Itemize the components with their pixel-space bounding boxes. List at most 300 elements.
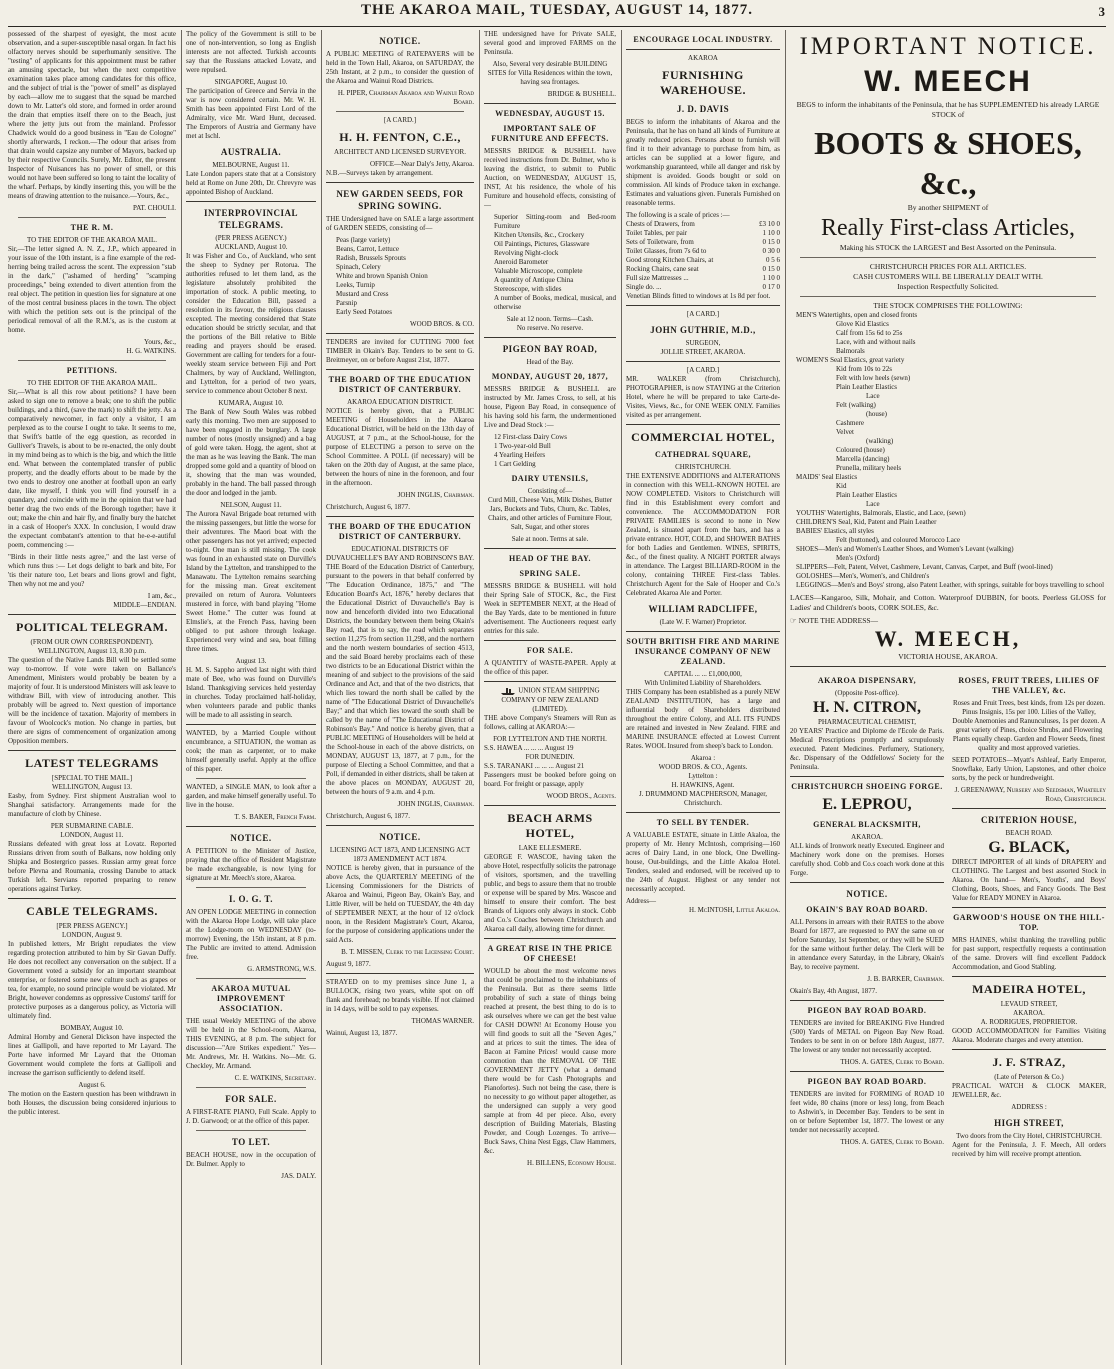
stock-heading: THE STOCK COMPRISES THE FOLLOWING: <box>873 301 1023 310</box>
advert-text: PRACTICAL WATCH & CLOCK MAKER, JEWELLER, &c. <box>952 1082 1106 1099</box>
section-heading: TO LET. <box>231 1137 271 1147</box>
subheading: LAKE ELLESMERE. <box>518 844 582 852</box>
dateline: AUCKLAND, August 10. <box>214 243 288 251</box>
advert-text: A PUBLIC MEETING of RATEPAYERS will be held in the Town Hall, Akaroa, on SATURDAY, the 25th Instant, at 2 p.m., to consider the question of the Akaroa and Wainui Road Districts. <box>326 50 474 85</box>
divider <box>790 882 944 883</box>
advert-signature: BRIDGE & BUSHELL. <box>547 90 616 98</box>
price-row <box>626 238 780 247</box>
divider <box>8 750 176 751</box>
advert-signature: WOOD BROS., Agents. <box>546 792 616 800</box>
agent-name: WOOD BROS. & CO., Agents. <box>658 763 748 771</box>
letter-signature: MIDDLE—ENDIAN. <box>113 601 176 609</box>
section-heading: THE R. M. <box>70 223 114 232</box>
advert-text: Passengers must be booked before going on board. For freight or passage, apply <box>484 771 616 788</box>
telegram-text: The Aurora Naval Brigade boat returned with the missing passengers, but little the worse for their adventures. The Maori boat with the other passengers has not yet arrived; expected to-night. One man is still missing. The cook was found in an exhausted state on Durville's Island by the Lyttelton, and transhipped to the Manawatu. The Lyttelton remains searching for the missing man. Great excitement prevailed on return of Aurora. Volunteers mustered in force, with band playing "Home Sweet Home." The cutter was found at Elmslie's, at the French Pass, having been obliged to put ashore through leakage. Experienced very wind and sea, boat filling three times. <box>186 510 316 653</box>
price-item: Single do. ... <box>626 283 662 291</box>
list-item: Valuable Microscope, complete <box>494 267 583 275</box>
subheading: GENERAL BLACKSMITH, <box>813 820 921 829</box>
divider <box>484 103 616 104</box>
divider <box>790 776 944 777</box>
subheading: AKAROA EDUCATION DISTRICT. <box>347 398 453 406</box>
divider <box>196 1087 306 1088</box>
divider <box>336 111 464 112</box>
telegram-text: The participation of Greece and Servia in the war is now considered certain. Mr. W. H. Smith has been appointed First Lord of the Admiralty, vice Mr. Ward Hunt, deceased. The Emperors of Austria and Germany have met at Ischl. <box>186 87 316 140</box>
dateline: LONDON, August 11. <box>60 831 124 839</box>
advert-text: ALL Persons in arrears with their RATES to the above Board for 1877, are requested to PAY the same on or before Saturday, 1st September, or they will be SUED for the same without further delay. The Clerk will be in attendance every Saturday, in the Library, Okain's Bay, to receive payment. <box>790 918 944 971</box>
advert-signature: JOHN INGLIS, Chairman. <box>397 800 474 808</box>
stock-item: Cashmere <box>836 419 864 427</box>
advert-signature: THOS. A. GATES, Clerk to Board. <box>840 1138 944 1146</box>
list-item: Aneroid Barometer <box>494 258 549 266</box>
letter-signature: H. G. WATKINS. <box>126 347 176 355</box>
section-heading: FOR SALE. <box>225 1094 277 1104</box>
byline: (PER PRESS AGENCY.) <box>215 234 287 242</box>
telegram-text: Late London papers state that at a Consistory held at Rome on June 20th, Dr. Chrevyre was appointed Bishop of Auckland. <box>186 170 316 196</box>
advert-text: A VALUABLE ESTATE, situate in Little Akaloa, the property of Mr. Henry McIntosh, comprising—160 acres of Dairy Land, in one block, One Dwelling-house, Out-buildings, and the Little Akaloa Hotel. Tenders, sealed and endorsed, will be received up to the 24th of August. Highest or any tender not necessarily accepted. <box>626 831 780 893</box>
section-heading: SOUTH BRITISH FIRE AND MARINE INSURANCE COMPANY OF NEW ZEALAND. <box>626 637 780 666</box>
sale-terms: Sale at 12 noon. Terms—Cash. <box>506 315 594 323</box>
section-heading: THE BOARD OF THE EDUCATION DISTRICT OF CANTERBURY. <box>328 375 472 394</box>
list-item: Mustard and Cress <box>336 290 389 298</box>
advert-signature: T. S. BAKER, French Farm. <box>234 813 316 821</box>
list-item: 1 Two-year-old Bull <box>494 442 551 450</box>
letter-addressee: TO THE EDITOR OF THE AKAROA MAIL. <box>27 236 157 244</box>
section-heading: POLITICAL TELEGRAM. <box>16 620 168 634</box>
section-heading: THE BOARD OF THE EDUCATION DISTRICT OF CANTERBURY. <box>328 522 472 541</box>
agent-location: Akaroa : <box>690 754 716 762</box>
divider <box>196 978 306 979</box>
advertiser-name: JOHN GUTHRIE, M.D., <box>650 325 756 335</box>
divider <box>484 681 616 682</box>
section-heading: HEAD OF THE BAY. <box>508 554 592 563</box>
page-number: 3 <box>1098 4 1106 19</box>
sale-terms: No reserve. No reserve. <box>516 324 584 332</box>
byline: [SPECIAL TO THE MAIL.] <box>51 774 133 782</box>
subheading: LICENSING ACT 1873, AND LICENSING ACT 1873 AMENDMENT ACT 1874. <box>329 846 471 863</box>
advert-text: A FIRST-RATE PIANO, Full Scale. Apply to J. D. Garwood; or at the office of this paper. <box>186 1108 316 1125</box>
advert-date: Okain's Bay, 4th August, 1877. <box>790 987 877 995</box>
dateline: WELLINGTON, August 13, 8.30 p.m. <box>37 647 147 655</box>
section-heading: PIGEON BAY ROAD, <box>502 344 598 354</box>
telegram-text: The question of the Native Lands Bill will be settled some way to-morrow. If vote were taken on Ballance's Amendment, Ministers would probably be beaten by a majority of four. It is understood Ministers will ask leave to withdraw Bill, with view of introducing another. This probably will be agreed to. Next question of importance will be the incidence of taxation. Majority of members in favour of Woolcock's motion. No change in parties, but there are signs of commencement of organization among Opposition members. <box>8 656 176 745</box>
price-row <box>626 265 780 274</box>
advert-text: THE Undersigned have on SALE a large assortment of GARDEN SEEDS, consisting of— <box>326 215 474 232</box>
divider <box>800 296 1096 297</box>
list-item: Early Seed Potatoes <box>336 308 392 316</box>
advert-text: Venetian Blinds fitted to windows at 1s 8d per foot. <box>626 292 771 300</box>
byline: [PER PRESS AGENCY.] <box>56 922 128 930</box>
advertiser-name: J. D. DAVIS <box>676 104 730 114</box>
advert-text: THIS Company has been established as a purely NEW ZEALAND INSTITUTION, has a large and influential body of Shareholders distributed throughout the entire Colony, and ALL ITS FUNDS are retained and invested in New Zealand. FIRE and MARINE INSURANCE effected at Lowest Current Rates. WOOL Insured from sheep's back to London. <box>626 688 780 750</box>
section-heading: PETITIONS. <box>66 366 118 375</box>
divider <box>800 257 1096 258</box>
section-heading: AUSTRALIA. <box>220 147 282 157</box>
meech-boots: BOOTS & SHOES, &c., <box>814 125 1082 201</box>
price-item: Rocking Chairs, cane seat <box>626 265 699 273</box>
advert-signature: (Late W. F. Warner) Proprietor. <box>659 618 747 626</box>
dateline: August 13. <box>235 657 267 665</box>
meech-making: Making his STOCK the LARGEST and Best Assorted on the Peninsula. <box>839 243 1057 252</box>
advert-text: MR. WALKER (from Christchurch), PHOTOGRAPHER, is now STAYING at the Criterion Hotel, where he will be prepared to take Carte-de-Visites, Views, &c., for ONE WEEK ONLY. Families visited as per arrangement. <box>626 375 780 419</box>
meech-prices: CHRISTCHURCH PRICES FOR ALL ARTICLES. <box>869 262 1027 271</box>
column-rule <box>621 30 622 1365</box>
divider <box>196 778 306 779</box>
telegram-text: Russians defeated with great loss at Lovatz. Reported Russians driven from south of Balkans, now holding only Shipka and Bostergrico passes. Russian army great force before Plevna and Roumania, crossing Danube to attack Turkish left. Servians reported preparing to renew operations against Turkey. <box>8 840 176 893</box>
stock-list <box>790 311 1106 590</box>
section-heading: NOTICE. <box>379 36 421 46</box>
divider <box>626 812 780 813</box>
advert-text: MESSRS BRIDGE & BUSHELL have received instructions from Dr. Bulmer, who is leaving the district, to submit to Public Auction, on WEDNESDAY, AUGUST 15, INST, At his residence, the whole of his Furniture and household effects, consisting of— <box>484 147 616 209</box>
price-value: 0 15 0 <box>762 265 780 273</box>
divider <box>196 887 306 888</box>
advert-text: SEED POTATOES—Myatt's Ashleaf, Early Emperor, Snowflake, Early Union, Lapstones, and other choice sorts, by the peck or hundredweight. <box>952 756 1106 782</box>
price-row <box>626 256 780 265</box>
advertiser-name: H. H. FENTON, C.E., <box>339 130 461 144</box>
divider <box>326 369 474 370</box>
dateline: MELBOURNE, August 11. <box>212 161 290 169</box>
section-heading: FOR SALE. <box>526 646 574 655</box>
subheading: PHARMACEUTICAL CHEMIST, <box>817 718 916 726</box>
advert-address: Two doors from the City Hotel, CHRISTCHURCH. <box>956 1132 1102 1140</box>
dateline: KUMARA, August 10. <box>218 399 284 407</box>
list-item: 1 Cart Gelding <box>494 460 536 468</box>
column-4 <box>484 30 616 1365</box>
divider <box>196 1130 306 1131</box>
advert-text: TENDERS are invited for BREAKING Five Hundred (500) Yards of METAL on Pigeon Bay New Road. Tenders to be sent in on or before 18th August, 1877. The lowest or any tender not necessarily accepted. <box>790 1019 944 1054</box>
column-1 <box>8 30 176 1365</box>
stock-item: SHOES—Men's and Women's Leather Shoes, and Women's Levant (walking) <box>796 545 1014 553</box>
column-2 <box>186 30 316 1365</box>
section-heading: I. O. G. T. <box>229 894 273 904</box>
list-item: Superior Sitting-room and Bed-room Furniture <box>494 213 616 230</box>
column-rule <box>321 30 322 1365</box>
sale-date: WEDNESDAY, AUGUST 15. <box>495 109 605 118</box>
letter-closing: Yours, &c., <box>144 338 176 346</box>
stock-item: Marcella (dancing) <box>836 455 890 463</box>
section-heading: CABLE TELEGRAMS. <box>26 904 158 918</box>
sale-date: MONDAY, AUGUST 20, 1877, <box>491 372 609 381</box>
sailing-row: S.S. HAWEA ... ... ... August 19 <box>484 744 574 752</box>
advert-text: ARCHITECT AND LICENSED SURVEYOR. <box>334 148 466 156</box>
divider <box>326 516 474 517</box>
card-label: [A CARD.] <box>686 310 720 318</box>
advertiser-name: J. F. STRAZ, <box>992 1055 1066 1069</box>
dateline: NELSON, August 11. <box>220 501 282 509</box>
subheading: CATHEDRAL SQUARE, <box>655 450 751 459</box>
advert-signature: J. B. BARKER, Chairman. <box>867 975 944 983</box>
divider <box>626 361 780 362</box>
section-heading: NOTICE. <box>230 833 272 843</box>
advert-address: OFFICE—Near Daly's Jetty, Akaroa. <box>369 160 474 168</box>
dateline: LONDON, August 9. <box>62 931 122 939</box>
divider <box>626 49 780 50</box>
price-value: 0 5 6 <box>766 256 780 264</box>
stock-item: CHILDREN'S Seal, Kid, Patent and Plain Leather <box>796 518 937 526</box>
subheading: BEACH ROAD. <box>1005 829 1053 837</box>
section-heading: NOTICE. <box>846 889 888 899</box>
list-item: Beans, Carrot, Lettuce <box>336 245 399 253</box>
letter-text: possessed of the sharpest of eyesight, the most acute observation, and a super-susceptible nasal organ. In fact his olfactory nerves should be superhumanly sensitive. The "testing" of applicants for this appointment must be rather an amusing spectacle, but when the next competitive examination takes place among candidates for this office, and the subject of trial is the "power of smell" as displayed by each—allow me to suggest that the squad be marched down to Mr. Latter's old store, and formed in order around the drain that empties itself there on to the Beach, just where the jetty juts out from the mainland. Professor Chadwick would do a good business in "Eau de Cologne" shortly afterwards, I reckon.—The odour that arises from that drain would capsize any number of Mayors, backed up by their respective Councils. Surely, Mr. Editor, the present Inspector of Nuisances has no power of smell, or this would not have been suffered so long to taint the locality of the wharf. Perhaps, by kindly inserting this, you will be the means of drawing attention to the nuisance.—Yours, &c., <box>8 30 176 200</box>
telegram-text: Easby, from Sydney. First shipment Australian wool to Shanghai satisfactory. Arrangements made for the manufacture of cloth by Chinese. <box>8 792 176 818</box>
price-value: 0 17 0 <box>762 283 780 291</box>
advert-text: NOTICE is hereby given, that a PUBLIC MEETING of Householders in the Akaroa Educational District, will be held on the 13th day of AUGUST, at 7 p.m., at the School-house, for the purpose of ELECTING a person to serve on the School Committee. A POLL (if necessary) will be taken on the 20th day of August, at the same place, between the hours of nine in the forenoon, and four in the afternoon. <box>326 407 474 487</box>
stock-item: MEN'S Watertights, open and closed fronts <box>796 311 918 319</box>
dateline: August 6. <box>78 1081 106 1089</box>
advert-date: Christchurch, August 6, 1877. <box>326 812 410 820</box>
sale-list <box>484 213 616 312</box>
section-heading: TO SELL BY TENDER. <box>656 818 750 827</box>
divider <box>484 938 616 939</box>
telegram-text: H. M. S. Sappho arrived last night with third mate of Bee, who was found on Durville's Island. Thanksgiving services held yesterday in churches. Today proclaimed half-holiday, when volunteers parade and public thanks will be made to all assisting in search. <box>186 666 316 719</box>
list-item: Revolving Night-clock <box>494 249 559 257</box>
letter-text: Sir,—What is all this row about petitions? I have been asked to sign one to remove a beak; one to shift the public buildings, and a third, (save the mark) to shift the jetty. As a comparatively newcomer, in fact only a visitor, I am perplexed as to the course I ought to take. It seems to me, that Swift's battle of the egg question, as recorded in Gulliver's Travels, is about to be re-enacted, the only doubt in my mind being as to which is the big, and which the little end. What between the contemplated transfer of public property, and the deadly efforts about to be made by the two ends to destroy one another at football upon an early date, like myself, I think you will find yourself in a quandary, and coincide with me in the opinion that we had better drag the two ends of the Borough together; have it out; make the chin and hair fly, and finally bury the hatchet in a cask of Hooper's XXX. In conclusion, I would draw the expectant combatant's attention to that he-e-e-autiful poem, commencing :— <box>8 388 176 549</box>
list-item: White and brown Spanish Onion <box>336 272 428 280</box>
advert-signature: JAS. DALY. <box>281 1172 316 1180</box>
telegram-text: The policy of the Government is still to be one of non-intervention, so long as English interests are not affected. Turkish accounts say that the Russians attacked Lovatz, and were repulsed. <box>186 30 316 74</box>
list-item: Stereoscope, with slides <box>494 285 562 293</box>
advert-text: NOTICE is hereby given, that in pursuance of the above Acts, the QUARTERLY MEETING of the Licensing Commissioners for the Districts of Akaroa and Wainui, Pigeon Bay, Okain's Bay, and Little River, will be held on TUESDAY, the 4th day of SEPTEMBER NEXT, at the hour of 12 o'clock noon, in the Resident Magistrate's Court, Akaroa, for the purpose of considering applications under the said Acts. <box>326 864 474 944</box>
advert-text: WANTED, a SINGLE MAN, to look after a garden, and make himself generally useful. To live in the house. <box>186 783 316 809</box>
price-item: Sets of Toiletware, from <box>626 238 694 246</box>
advert-text: 20 YEARS' Practice and Diplome de l'Ecole de Paris. Medical Prescriptions promptly and scrupulously executed. Patent Medicines. Perfumery, Stationery, &c. Dispensary of the Oddfellows' Society for the Peninsula. <box>790 727 944 771</box>
byline: PER SUBMARINE CABLE. <box>50 822 134 830</box>
subheading: DAIRY UTENSILS, <box>511 474 589 483</box>
advert-date: Christchurch, August 6, 1877. <box>326 503 410 511</box>
meech-intro: BEGS to inform the inhabitants of the Peninsula, that he has SUPPLEMENTED his already LARGE STOCK of <box>796 100 1100 119</box>
stock-item: LEGGINGS—Men's and Boys' strong, also Patent Leather, with springs, suitable for boys travelling to school <box>796 581 1105 589</box>
subheading: CHRISTCHURCH. <box>675 463 731 471</box>
divider <box>326 973 474 974</box>
section-heading: MADEIRA HOTEL, <box>972 982 1086 996</box>
agent-name: J. DRUMMOND MACPHERSON, Manager, Christchurch. <box>638 790 768 807</box>
advert-signature: A. RODRIGUES, PROPRIETOR. <box>980 1018 1078 1026</box>
stock-item: WOMEN'S Seal Elastics, great variety <box>796 356 905 364</box>
list-item: Oil Paintings, Pictures, Glassware <box>494 240 590 248</box>
advert-text: MESSRS BRIDGE & BUSHELL will hold their Spring Sale of STOCK, &c., the First Week in SEPTEMBER NEXT, at the Head of the Bay Yards, date to be mentioned in future advertisement. The Auctioneers request early entries for this sale. <box>484 582 616 635</box>
stock-item: Kid from 10s to 22s <box>836 365 892 373</box>
section-heading: PIGEON BAY ROAD BOARD. <box>807 1077 927 1086</box>
advert-text: Curd Mill, Cheese Vats, Milk Dishes, Butter Jars, Buckets and Tubs, Churn, &c. Tables, Chairs, and other articles of Furniture Flour, Salt, Sugar, and other stores <box>487 496 613 531</box>
section-heading: CRITERION HOUSE, <box>980 815 1078 825</box>
divider <box>484 640 616 641</box>
meech-inspection: Inspection Respectfully Solicited. <box>897 282 999 291</box>
subheading: (Late of Peterson & Co.) <box>994 1073 1064 1081</box>
advert-text: A QUANTITY of WASTE-PAPER. Apply at the office of this paper. <box>484 659 616 676</box>
subheading: SURGEON, <box>685 339 721 347</box>
stock-item: (walking) <box>866 437 894 445</box>
meech-note <box>790 616 1106 626</box>
divider <box>484 548 616 549</box>
divider <box>8 614 176 615</box>
seed-list <box>326 236 474 317</box>
divider <box>790 666 1106 667</box>
meech-really: Really First-class Articles, <box>821 215 1075 241</box>
stock-item: Calf from 15s 6d to 25s <box>836 329 903 337</box>
meech-title: IMPORTANT NOTICE. <box>799 33 1097 60</box>
advert-text: THE undersigned have for Private SALE, several good and improved FARMS on the Peninsula. <box>484 30 616 56</box>
price-item: Full size Mattresses ... <box>626 274 689 282</box>
poem: "Birds in their little nests agree," and the last verse of which runs thus :— Let dogs delight to bark and bite, For 'tis their nature too, Let bears and lions growl and fight, Then why not me and you? <box>8 553 176 588</box>
advert-text: ALL kinds of Ironwork neatly Executed. Engineer and Machinery work done on the premises. Horses carefully shod. Cobb and Co.s coach work done at this Forge. <box>790 842 944 877</box>
agent-location: Lyttelton : <box>688 772 718 780</box>
column-6 <box>790 30 1106 1365</box>
card-label: [A CARD.] <box>383 116 417 124</box>
advert-signature: B. T. MISSEN, Clerk to the Licensing Court. <box>341 948 474 956</box>
masthead-title: THE AKAROA MAIL, TUESDAY, AUGUST 14, 1877. <box>360 2 754 18</box>
divider <box>626 631 780 632</box>
meech-name: W. MEECH <box>864 65 1032 98</box>
stock-item: Coloured (house) <box>836 446 885 454</box>
steamship-icon <box>500 686 516 696</box>
list-item: Kitchen Utensils, &c., Crockery <box>494 231 585 239</box>
letter-signature: PAT. CHOULI. <box>133 204 176 212</box>
subheading: LEVAUD STREET, <box>1000 1000 1058 1008</box>
price-item: Toilet Tables, per pair <box>626 229 688 237</box>
section-heading: INTERPROVINCIAL TELEGRAMS. <box>203 208 298 230</box>
stock-item: Prunella, military heels <box>836 464 902 472</box>
divider <box>484 805 616 806</box>
section-heading: GARWOOD'S HOUSE ON THE HILL-TOP. <box>953 913 1105 932</box>
price-value: 0 15 0 <box>762 238 780 246</box>
advert-text: BEGS to inform the inhabitants of Akaroa and the Peninsula, that he has on hand all kinds of Furniture at greatly reduced prices. Persons about to furnish will find it to their advantage to purchase from him, as articles can be supplied at a lower figure, and workmanship guaranteed, while all danger and risk by shipment is avoided. Goods bought or sold on commission. All kinds of Produce taken in exchange. Estimates and valuations given. Funerals Furnished on reasonable terms. <box>626 118 780 207</box>
price-scale-heading: The following is a scale of prices :— <box>626 211 730 219</box>
stock-item: Felt (walking) <box>836 401 876 409</box>
stock-item: BABIES' Elastics, all styles <box>796 527 874 535</box>
list-item: Parsnip <box>336 299 357 307</box>
section-heading: CHRISTCHURCH SHOEING FORGE. <box>791 782 943 791</box>
advertiser-name: H. N. CITRON, <box>812 699 921 716</box>
section-heading: NEW GARDEN SEEDS, FOR SPRING SOWING. <box>336 189 464 211</box>
section-heading: SPRING SALE. <box>519 569 581 578</box>
stock-item: Lace <box>866 500 880 508</box>
subheading: AKAROA <box>688 54 718 62</box>
advert-text: GEORGE F. WASCOE, having taken the above Hotel, respectfully solicits the patronage of visitors, sportsmen, and the travelling public, and begs to assure them that no trouble or expense will be spared by Mrs. Wascoe and himself to ensure their comfort. The best Brands of Liquors only always in stock. Cobb and Co.'s Coaches between Christchurch and Akaroa call daily, allowing time for dinner. <box>484 853 616 933</box>
section-heading: NOTICE. <box>379 832 421 842</box>
list-item: Radish, Brussels Sprouts <box>336 254 406 262</box>
advert-text: TENDERS are invited for FORMING of ROAD 10 feet wide, 80 chains (more or less) long, from Beach to Ashwin's, in December Bay. Tenders to be sent in on or before September 1st, 1877. The lowest or any tender not necessarily accepted. <box>790 1090 944 1134</box>
meech-cash: CASH CUSTOMERS WILL BE LIBERALLY DEALT WITH. <box>853 272 1043 281</box>
advert-address-label: ADDRESS : <box>1011 1103 1047 1111</box>
subheading: AKAROA. <box>1013 1009 1045 1017</box>
advert-text: BEACH HOUSE, now in the occupation of Dr. Bulmer. Apply to <box>186 1151 316 1168</box>
section-heading: ROSES, FRUIT TREES, LILIES OF THE VALLEY, &c. <box>958 676 1100 695</box>
column-5 <box>626 30 780 1365</box>
advertiser-name: G. BLACK, <box>988 839 1070 856</box>
section-heading: ENCOURAGE LOCAL INDUSTRY. <box>633 35 773 44</box>
advert-text: GOOD ACCOMMODATION for Families Visiting Akaroa. Moderate charges and every attention. <box>952 1027 1106 1044</box>
stock-item: Plain Leather Elastics <box>836 491 898 499</box>
subheading: Consisting of— <box>527 487 573 495</box>
section-heading: AKAROA MUTUAL IMPROVEMENT ASSOCIATION. <box>211 984 291 1013</box>
advert-text: THE EXTENSIVE ADDITIONS and ALTERATIONS in connection with this WELL-KNOWN HOTEL are NOW COMPLETED. Visitors to Christchurch will find in this Establishment every comfort and convenience. The ACCOMMODATION FOR PRIVATE FAMILIES is second to none in New Zealand, is situated apart from the bars, and has a private entrance. HOT, COLD, and SHOWER BATHS for both Ladies and Gentlemen. WINES, SPIRITS, &c., of the finest quality. A NIGHT PORTER always in attendance. The Largest BILLIARD-ROOM in the colony, containing THREE First-class Tables. Christchurch Agent for the Sale of Hooper and Co.'s Celebrated Akaroa Ale and Porter. <box>626 472 780 597</box>
section-heading: PIGEON BAY ROAD BOARD. <box>807 1006 927 1015</box>
sale-terms: Sale at noon. Terms at sale. <box>511 535 589 543</box>
divider <box>186 826 316 827</box>
stock-item: MAIDS' Seal Elastics <box>796 473 858 481</box>
telegram-text: In published letters, Mr Bright repudiates the view regarding protection attributed to him by Sir Gavan Duffy. He does not recollect any conversation on the subject. If a Government voted a subsidy for an important steamboat enterprise, or fostered some new culture such as grapes or tea, for example, no sound principle would be violated. Mr Bright, however condemns as oppressive Customs' tariff for protective purposes as a dangerous policy, as Victoria will ultimately find. <box>8 940 176 1020</box>
pointing-hand-icon: ☞ <box>790 616 797 625</box>
price-value: 1 10 0 <box>762 229 780 237</box>
advert-text: WOULD be about the most welcome news that could be proclaimed to the inhabitants of the Peninsula. But as there seems little probability of such a state of things being reached at present, the best thing to do is to ask ourselves where we can get the best value for CASH DOWN! At Economy House you will find goods to suit all the "Seven Ages," and at prices to suit the times. The idea of Bacon at Famine Prices! would cause more commotion than the REMOVAL OF THE GOVERNMENT JETTY (what a demand there would be for Cash Photographs and Pianofortes). Such not being the case, there is no necessity to go without paper altogether, as the undersigned can supply a very good sample at from 4d per piece. Also, every description of Building Materials, Blasting Powder, and Cough Lozenges. To arrive—Buck Saws, China Nest Eggs, Claw Hammers, &c. <box>484 967 616 1155</box>
advert-text: STRAYED on to my premises since June 1, a BULLOCK, rising two years, white spot on off flank and forehead; no brands visible. If not claimed in 14 days, will be sold to pay expenses. <box>326 978 474 1013</box>
section-heading: LATEST TELEGRAMS <box>25 756 159 770</box>
advert-signature: C. E. WATKINS, Secretary. <box>234 1074 316 1082</box>
shipping-heading <box>484 686 616 714</box>
advert-text: N.B.—Surveys taken by arrangement. <box>326 169 433 177</box>
advert-address: HIGH STREET, <box>994 1118 1064 1128</box>
list-item: A number of Books, medical, musical, and otherwise <box>494 294 616 311</box>
meech-note-text: NOTE THE ADDRESS— <box>798 616 879 625</box>
letter-text: Sir,—The letter signed A. N. Z., J.P., which appeared in your issue of the 10th instant, is a fine example of the red-herring being trailed across the scent. The expression "stab in the dark," ("ashamed of herding" "scamping proceedings," being extended to divert attention from the real object. The petition in question lies for signature at one of the most central business places in the town. The object with which the petition sets out is the principal of the periodical removal of all the R.M.'s, as is the custom at home. <box>8 245 176 334</box>
subheading: (Opposite Post-office). <box>834 689 900 697</box>
telegram-text: Admiral Hornby and General Dickson have inspected the lines at Gallipoli, and have reported to Mr Layard. The Porte have informed Mr Layard that the Ottoman Government would complete the forts at Gallipoli and increase the garrison sufficiently to defend itself. <box>8 1033 176 1077</box>
dateline: WELLINGTON, August 13. <box>52 783 132 791</box>
advert-text: DIRECT IMPORTER of all kinds of DRAPERY and CLOTHING. The Largest and best assorted Stock in Akaroa. On hand— Men's, Youths', and Boys' Clothing, Boots, Shoes, and Fancy Goods. The Best Value for READY MONEY in Akaroa. <box>952 858 1106 902</box>
stock-item: Lace <box>866 392 880 400</box>
advert-signature: WOOD BROS. & CO. <box>410 320 474 328</box>
section-heading: IMPORTANT SALE OF FURNITURE AND EFFECTS. <box>491 124 609 143</box>
subheading: Head of the Bay. <box>526 358 574 366</box>
divider <box>790 1071 944 1072</box>
list-item: Spinach, Celery <box>336 263 381 271</box>
advert-date: August 9, 1877. <box>326 960 371 968</box>
byline: (FROM OUR OWN CORRESPONDENT). <box>30 638 154 646</box>
column-3 <box>326 30 474 1365</box>
divider <box>626 305 780 306</box>
price-row <box>626 283 780 292</box>
divider <box>952 907 1106 908</box>
price-list <box>626 220 780 292</box>
agent-name: H. HAWKINS, Agent. <box>671 781 735 789</box>
card-label: [A CARD.] <box>686 366 720 374</box>
advertiser-name: E. LEPROU, <box>822 796 912 813</box>
stock-item: Plain Leather Elastics <box>836 383 898 391</box>
stock-item: Men's (Oxford) <box>836 554 880 562</box>
price-row <box>626 247 780 256</box>
section-heading: A GREAT RISE IN THE PRICE OF CHEESE! <box>487 944 613 963</box>
divider <box>18 217 166 218</box>
telegram-text: It was Fisher and Co., of Auckland, who sent the sheep to Sydney per Rotorua. The authorities refused to let them land, as the legislature absolutely prohibited the importation of stock. A public meeting, to consider the Education Bill, passed a resolution in its favour, the religious clauses excepted. The meeting considered that State education should be strictly secular, and that the portions of the Bill relative to Bible reading and prayers should be erased. Government are calling for tenders for a four-weekly steam service between Fiji and Port Chalmers, by way of Auckland, Wellington, and Lyttelton, for a period of two years, service to commence about October 8 next. <box>186 252 316 395</box>
stock-item: SLIPPERS—Felt, Patent, Velvet, Cashmere, Levant, Canvas, Carpet, and Buff (wool-lined) <box>796 563 1053 571</box>
advert-text: THE Board of the Education District of Canterbury, pursuant to the powers in that behalf conferred by "The Education Ordinance, 1875," and "The Education Board's Act, 1876," hereby declares that the Educational District of Duvauchelle's Bay is now and henceforth divided into two Educational Districts, the boundary between them being Okain's Bay road, that is to say, the road which separates section 11,275 from section 11,298, and the northern and the north western boundaries of section 4513, and the said Board hereby proclaims each of these two districts to be an Educational District within the meaning of and subject to the provisions of the said Ordinance and Act, and that of the two districts, that which lies toward the north shall be called by the name of "The Educational District of Duvauchelle's Bay;" and that which lies toward the south shall be called by the name of "The Educational District of Robinson's Bay." And notice is hereby given, that a PUBLIC MEETING of Householders will be held at the School-house in each of the above districts, on MONDAY, AUGUST 13, 1877, at 7 p.m., for the purpose of Electing a School Committee, and that a Poll, if demanded in either districts, shall be taken at the above places on MONDAY, AUGUST 20, between the hours of 9 a.m. and 4 p.m. <box>326 563 474 796</box>
section-heading: AKAROA DISPENSARY, <box>817 676 917 685</box>
section-heading: FURNISHING WAREHOUSE. <box>659 68 747 97</box>
meech-address-name: W. MEECH, <box>874 626 1022 651</box>
divider <box>952 1049 1106 1050</box>
divider <box>326 825 474 826</box>
price-row <box>626 220 780 229</box>
advert-text: MRS HAINES, whilst thanking the travelling public for past support, respectfully requests a continuation of the same. Drovers will find excellent Paddock Accommodation, and Good Stabling. <box>952 936 1106 971</box>
section-heading: OKAIN'S BAY ROAD BOARD. <box>806 905 928 914</box>
advert-text: MESSRS BRIDGE & BUSHELL are instructed by Mr. James Cross, to sell, at his house, Pigeon Bay Road, in consequence of his having sold his farm, the undermentioned Live and Dead Stock :— <box>484 385 616 429</box>
dateline: BOMBAY, August 10. <box>60 1024 124 1032</box>
subheading: AKAROA. <box>851 833 883 841</box>
shipping-company: UNION STEAM SHIPPING COMPANY OF NEW ZEALAND (LIMITED). <box>501 686 600 713</box>
masthead <box>8 2 1106 27</box>
section-heading: COMMERCIAL HOTEL, <box>631 430 775 444</box>
capital: CAPITAL ... ... £1,000,000, <box>664 670 742 678</box>
column-rule <box>181 30 182 1365</box>
stock-item: Velvet <box>836 428 854 436</box>
advert-text: A PETITION to the Minister of Justice, praying that the office of Resident Magistrate be made exchangeable, is now lying for signature at Mr. Meech's store, Akaroa. <box>186 847 316 882</box>
advert-text: THE above Company's Steamers will Run as follows, calling at AKAROA:— <box>484 714 616 731</box>
letter-addressee: TO THE EDITOR OF THE AKAROA MAIL. <box>27 379 157 387</box>
lower-adverts <box>790 671 1106 1162</box>
advert-signature: J. GREENAWAY, Nursery and Seedsman, Whateley Road, Christchurch. <box>954 786 1106 803</box>
advert-signature: H. BILLENS, Economy House. <box>527 1159 616 1167</box>
route-label: FOR LYTTELTON AND THE NORTH. <box>493 735 607 743</box>
price-value: £3 10 0 <box>759 220 780 228</box>
